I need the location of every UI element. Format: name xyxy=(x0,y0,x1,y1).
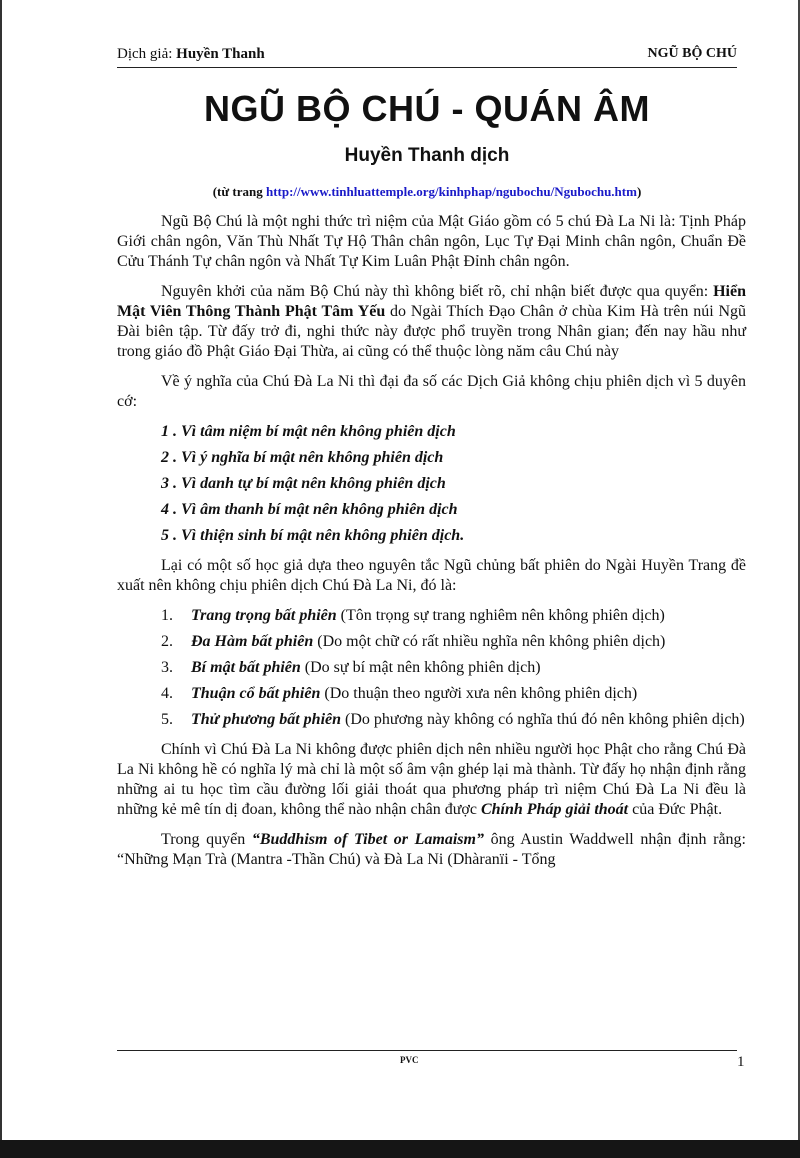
source-close: ) xyxy=(636,184,642,199)
footer-initials: PVC xyxy=(400,1055,419,1065)
paragraph-1: Ngũ Bộ Chú là một nghi thức trì niệm của Mật Giáo gồm có 5 chú Đà La Ni là: Tịnh Pháp Giới chân ngôn, Văn Thù Nhất Tự Hộ Thân chân ngôn, Lục Tự Đại Minh chân ngôn, Chuẩn Đề Cửu Thánh Tự chân ngôn và Nhất Tự Kim Luân Phật Đỉnh chân ngôn. xyxy=(117,213,746,270)
page-subtitle: Huyền Thanh dịch xyxy=(344,145,510,166)
list-item xyxy=(161,710,746,730)
list-number: 3. xyxy=(161,659,173,676)
list-item: 5 . Vì thiện sinh bí mật nên không phiên dịch. xyxy=(161,527,465,544)
list-number: 2. xyxy=(161,633,173,650)
list-item: 4 . Vì âm thanh bí mật nên không phiên dịch xyxy=(161,501,458,518)
principles-list xyxy=(161,606,746,730)
principle-term: Thuận cổ bất phiên xyxy=(191,685,321,702)
list-number: 4. xyxy=(161,685,173,702)
list-item xyxy=(161,606,746,626)
list-item xyxy=(161,632,746,652)
paragraph-2-text-b: do Ngài Thích Đạo Chân ở chùa Kim Hà trên núi Ngũ Đài biên tập. Từ đấy trở đi, nghi thức này được phổ truyền trong Nhân gian; đến nay hầu như trong giáo đồ Phật Giáo Đại Thừa, ai cũng có thể thuộc lòng năm câu Chú này xyxy=(117,303,746,360)
paragraph-2-text-a: Nguyên khởi của năm Bộ Chú này thì không biết rõ, chỉ nhận biết được qua quyển: xyxy=(161,283,714,300)
book-title-hien-mat: Hiển Mật Viên Thông Thành Phật Tâm Yếu xyxy=(117,283,746,320)
book-title-buddhism-tibet: “Buddhism of Tibet or Lamaism” xyxy=(251,831,484,848)
footer-divider xyxy=(117,1050,737,1051)
header-divider xyxy=(117,67,737,68)
list-item xyxy=(161,658,746,678)
header-doc-title: NGŨ BỘ CHÚ xyxy=(647,46,737,61)
paragraph-6-text-b: ông Austin Waddwell nhận định rằng: “Những Mạn Trà (Mantra -Thần Chú) và Đà La Ni (Dhàranïi - Tổng xyxy=(117,831,746,868)
paragraph-5-text-a: Chính vì Chú Đà La Ni không được phiên dịch nên nhiều người học Phật cho rằng Chú Đà La Ni không hề có nghĩa lý mà chỉ là một số âm vận ghép lại mà thành. Từ đấy họ nhận định rằng những ai tu học tìm cầu đường lối giải thoát qua phương pháp trì niệm Chú Đà La Ni đều là những kẻ mê tín dị đoan, không thể nào nhận chân được xyxy=(117,741,746,818)
header-translator-label: Dịch giả: xyxy=(117,46,173,62)
principle-desc: (Do phương này không có nghĩa thú đó nên không phiên dịch) xyxy=(341,711,745,728)
principle-term: Bí mật bất phiên xyxy=(191,659,301,676)
paragraph-6-text-a: Trong quyển xyxy=(161,831,252,848)
source-link[interactable]: http://www.tinhluattemple.org/kinhphap/ngubochu/Ngubochu.htm xyxy=(265,184,637,199)
phrase-chinh-phap: Chính Pháp giải thoát xyxy=(480,801,629,818)
page-edge-left xyxy=(0,0,2,1140)
principle-term: Trang trọng bất phiên xyxy=(191,607,337,624)
paragraph-5 xyxy=(117,740,746,820)
list-item xyxy=(161,684,746,704)
list-item: 1 . Vì tâm niệm bí mật nên không phiên dịch xyxy=(161,423,456,440)
page-header xyxy=(117,46,737,68)
document-body xyxy=(117,212,746,880)
paragraph-3: Về ý nghĩa của Chú Đà La Ni thì đại đa số các Dịch Giả không chịu phiên dịch vì 5 duyên cớ: xyxy=(117,373,746,410)
header-translator-name: Huyền Thanh xyxy=(176,46,265,62)
header-translator xyxy=(117,46,265,63)
list-item: 2 . Vì ý nghĩa bí mật nên không phiên dịch xyxy=(161,449,444,466)
source-line xyxy=(117,184,737,200)
list-item: 3 . Vì danh tự bí mật nên không phiên dịch xyxy=(161,475,446,492)
principle-term: Thử phương bất phiên xyxy=(191,711,342,728)
reasons-list xyxy=(161,422,746,546)
paragraph-4: Lại có một số học giả dựa theo nguyên tắc Ngũ chủng bất phiên do Ngài Huyền Trang đề xuất nên không chịu phiên dịch Chú Đà La Ni, đó là: xyxy=(117,557,746,594)
list-number: 1. xyxy=(161,607,173,624)
page-number: 1 xyxy=(737,1054,745,1070)
principle-desc: (Tôn trọng sự trang nghiêm nên không phiên dịch) xyxy=(336,607,665,624)
paragraph-2 xyxy=(117,282,746,362)
principle-term: Đa Hàm bất phiên xyxy=(191,633,314,650)
page-title: NGŨ BỘ CHÚ - QUÁN ÂM xyxy=(204,88,650,129)
source-open: (từ trang xyxy=(212,184,266,199)
list-number: 5. xyxy=(161,711,173,728)
principle-desc: (Do thuận theo người xưa nên không phiên dịch) xyxy=(320,685,638,702)
paragraph-6 xyxy=(117,830,746,870)
principle-desc: (Do sự bí mật nên không phiên dịch) xyxy=(300,659,541,676)
principle-desc: (Do một chữ có rất nhiều nghĩa nên không phiên dịch) xyxy=(313,633,666,650)
paragraph-5-text-b: của Đức Phật. xyxy=(628,801,723,818)
viewer-bottom-bar xyxy=(0,1140,800,1158)
